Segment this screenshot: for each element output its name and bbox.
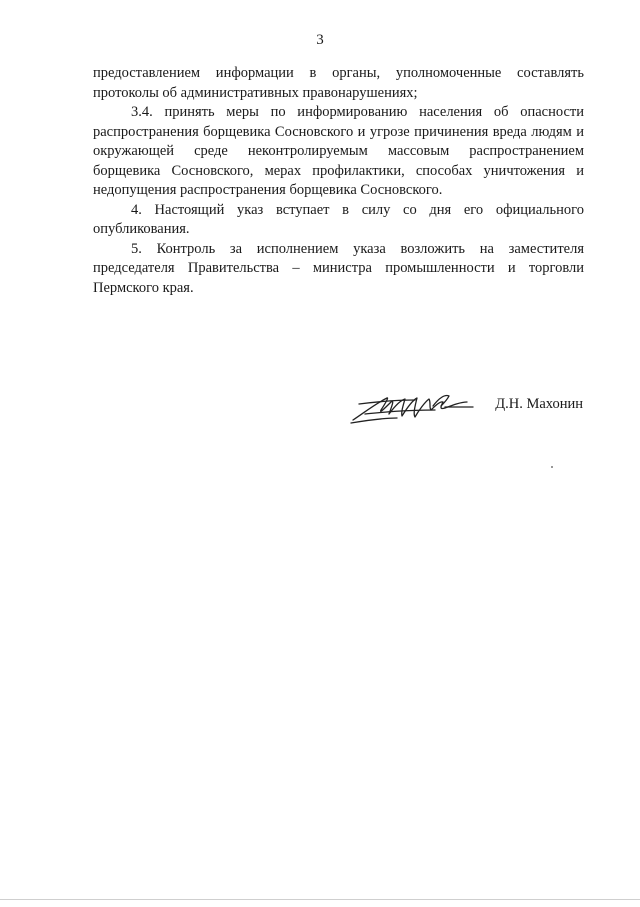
page-number: 3 <box>316 32 324 48</box>
paragraph-3-4: 3.4. принять меры по информированию населения об опасности распространения борщевика Сосновского и угрозе причинения вреда людям и окружающей среде неконтролируемым массовым распространением борщевика Сосновского, мерах профилактики, способах уничтожения и недопущения распространения борщевика Сосновского. <box>93 104 584 198</box>
paragraph-4: 4. Настоящий указ вступает в силу со дня его официального опубликования. <box>93 201 584 237</box>
scan-edge-line <box>0 899 640 900</box>
paragraph-continuation: предоставлением информации в органы, уполномоченные составлять протоколы об административных правонарушениях; <box>93 65 584 101</box>
signer-name: Д.Н. Махонин <box>495 396 583 412</box>
document-body <box>93 64 584 298</box>
paragraph-5: 5. Контроль за исполнением указа возложить на заместителя председателя Правительства – министра промышленности и торговли Пермского края. <box>93 240 584 296</box>
scan-speck <box>551 466 553 468</box>
handwritten-signature <box>345 390 475 426</box>
signature-block <box>345 390 585 430</box>
